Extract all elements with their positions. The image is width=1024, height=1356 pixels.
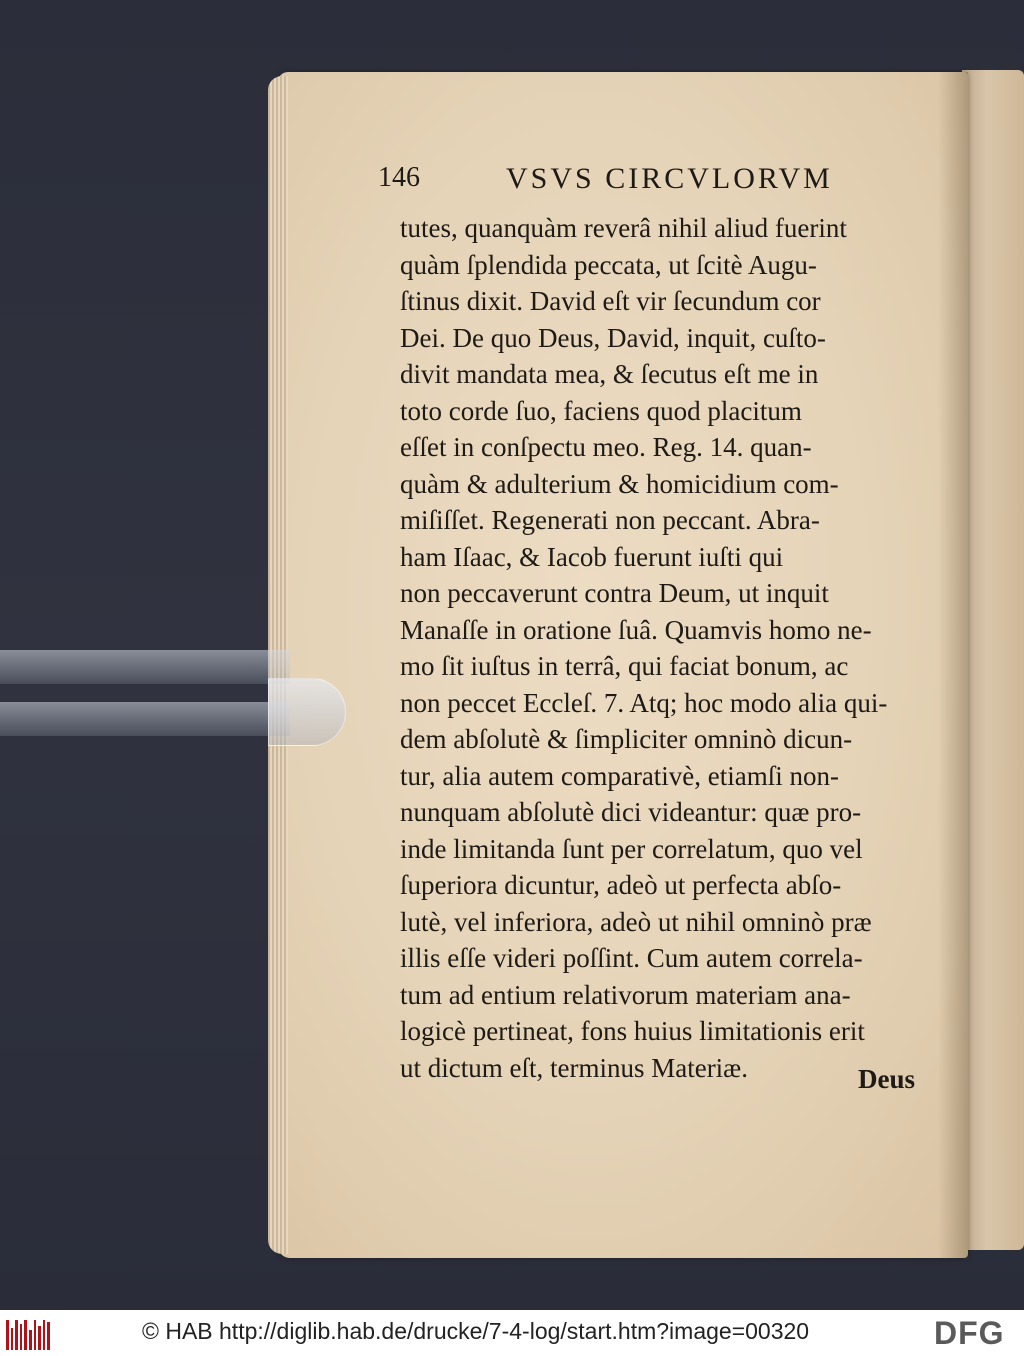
text-line: inde limitanda ſunt per correlatum, quo vel: [400, 833, 863, 864]
text-line: quàm & adulterium & homicidium com-: [400, 468, 839, 499]
page-gutter-shadow: [938, 72, 968, 1258]
text-line: lutè, vel inferiora, adeò ut nihil omninò præ: [400, 906, 872, 937]
glass-page-holder: [0, 640, 345, 750]
text-line: mo ſit iuſtus in terrâ, qui faciat bonum, ac: [400, 651, 849, 681]
text-line: tum ad entium relativorum materiam ana-: [400, 979, 851, 1010]
catchword: Deus: [858, 1064, 916, 1094]
holder-tip: [268, 678, 346, 746]
text-line: dem abſolutè & ſimpliciter omninò dicun-: [400, 724, 853, 754]
body-text: [400, 210, 940, 1086]
text-line: toto corde ſuo, faciens quod placitum: [400, 395, 802, 426]
text-line: ſuperiora dicuntur, adeò ut perfecta abſo-: [400, 870, 842, 900]
text-line: nunquam abſolutè dici videantur: quæ pro-: [400, 797, 862, 827]
text-line: non peccet Eccleſ. 7. Atq; hoc modo alia qui-: [400, 687, 888, 718]
page-number: 146: [378, 162, 420, 193]
running-title: VSVS CIRCVLORVM: [506, 162, 833, 195]
text-line: eſſet in conſpectu meo. Reg. 14. quan-: [400, 432, 812, 462]
text-line: ut dictum eſt, terminus Materiæ.: [400, 1052, 748, 1083]
text-line: ham Iſaac, & Iacob fuerunt iuſti qui: [400, 541, 784, 572]
text-line: logicè pertineat, fons huius limitationis erit: [400, 1016, 865, 1046]
text-line: ſtinus dixit. David eſt vir ſecundum cor: [400, 286, 821, 316]
text-line: divit mandata mea, & ſecutus eſt me in: [400, 359, 819, 389]
copyright-link[interactable]: © HAB http://diglib.hab.de/drucke/7-4-log/start.htm?image=00320: [142, 1318, 810, 1344]
text-line: Dei. De quo Deus, David, inquit, cuſto-: [400, 322, 826, 353]
dfg-logo[interactable]: DFG: [934, 1315, 1005, 1351]
text-line: illis eſſe videri poſſint. Cum autem correla-: [400, 943, 863, 973]
facing-page-edge: [962, 70, 1024, 1250]
page-header: [378, 162, 858, 202]
text-line: tur, alia autem comparativè, etiamſi non-: [400, 760, 840, 791]
text-line: Manaſſe in oratione ſuâ. Quamvis homo ne-: [400, 614, 872, 645]
text-line: tutes, quanquàm reverâ nihil aliud fuerint: [400, 213, 847, 243]
holder-band-bottom: [0, 702, 290, 736]
text-line: quàm ſplendida peccata, ut ſcitè Augu-: [400, 249, 817, 280]
footer-bar: [0, 1310, 1024, 1356]
hab-logo-icon[interactable]: [6, 1316, 50, 1350]
text-line: miſiſſet. Regenerati non peccant. Abra-: [400, 505, 820, 535]
text-line: non peccaverunt contra Deum, ut inquit: [400, 578, 829, 608]
holder-band-top: [0, 650, 290, 684]
